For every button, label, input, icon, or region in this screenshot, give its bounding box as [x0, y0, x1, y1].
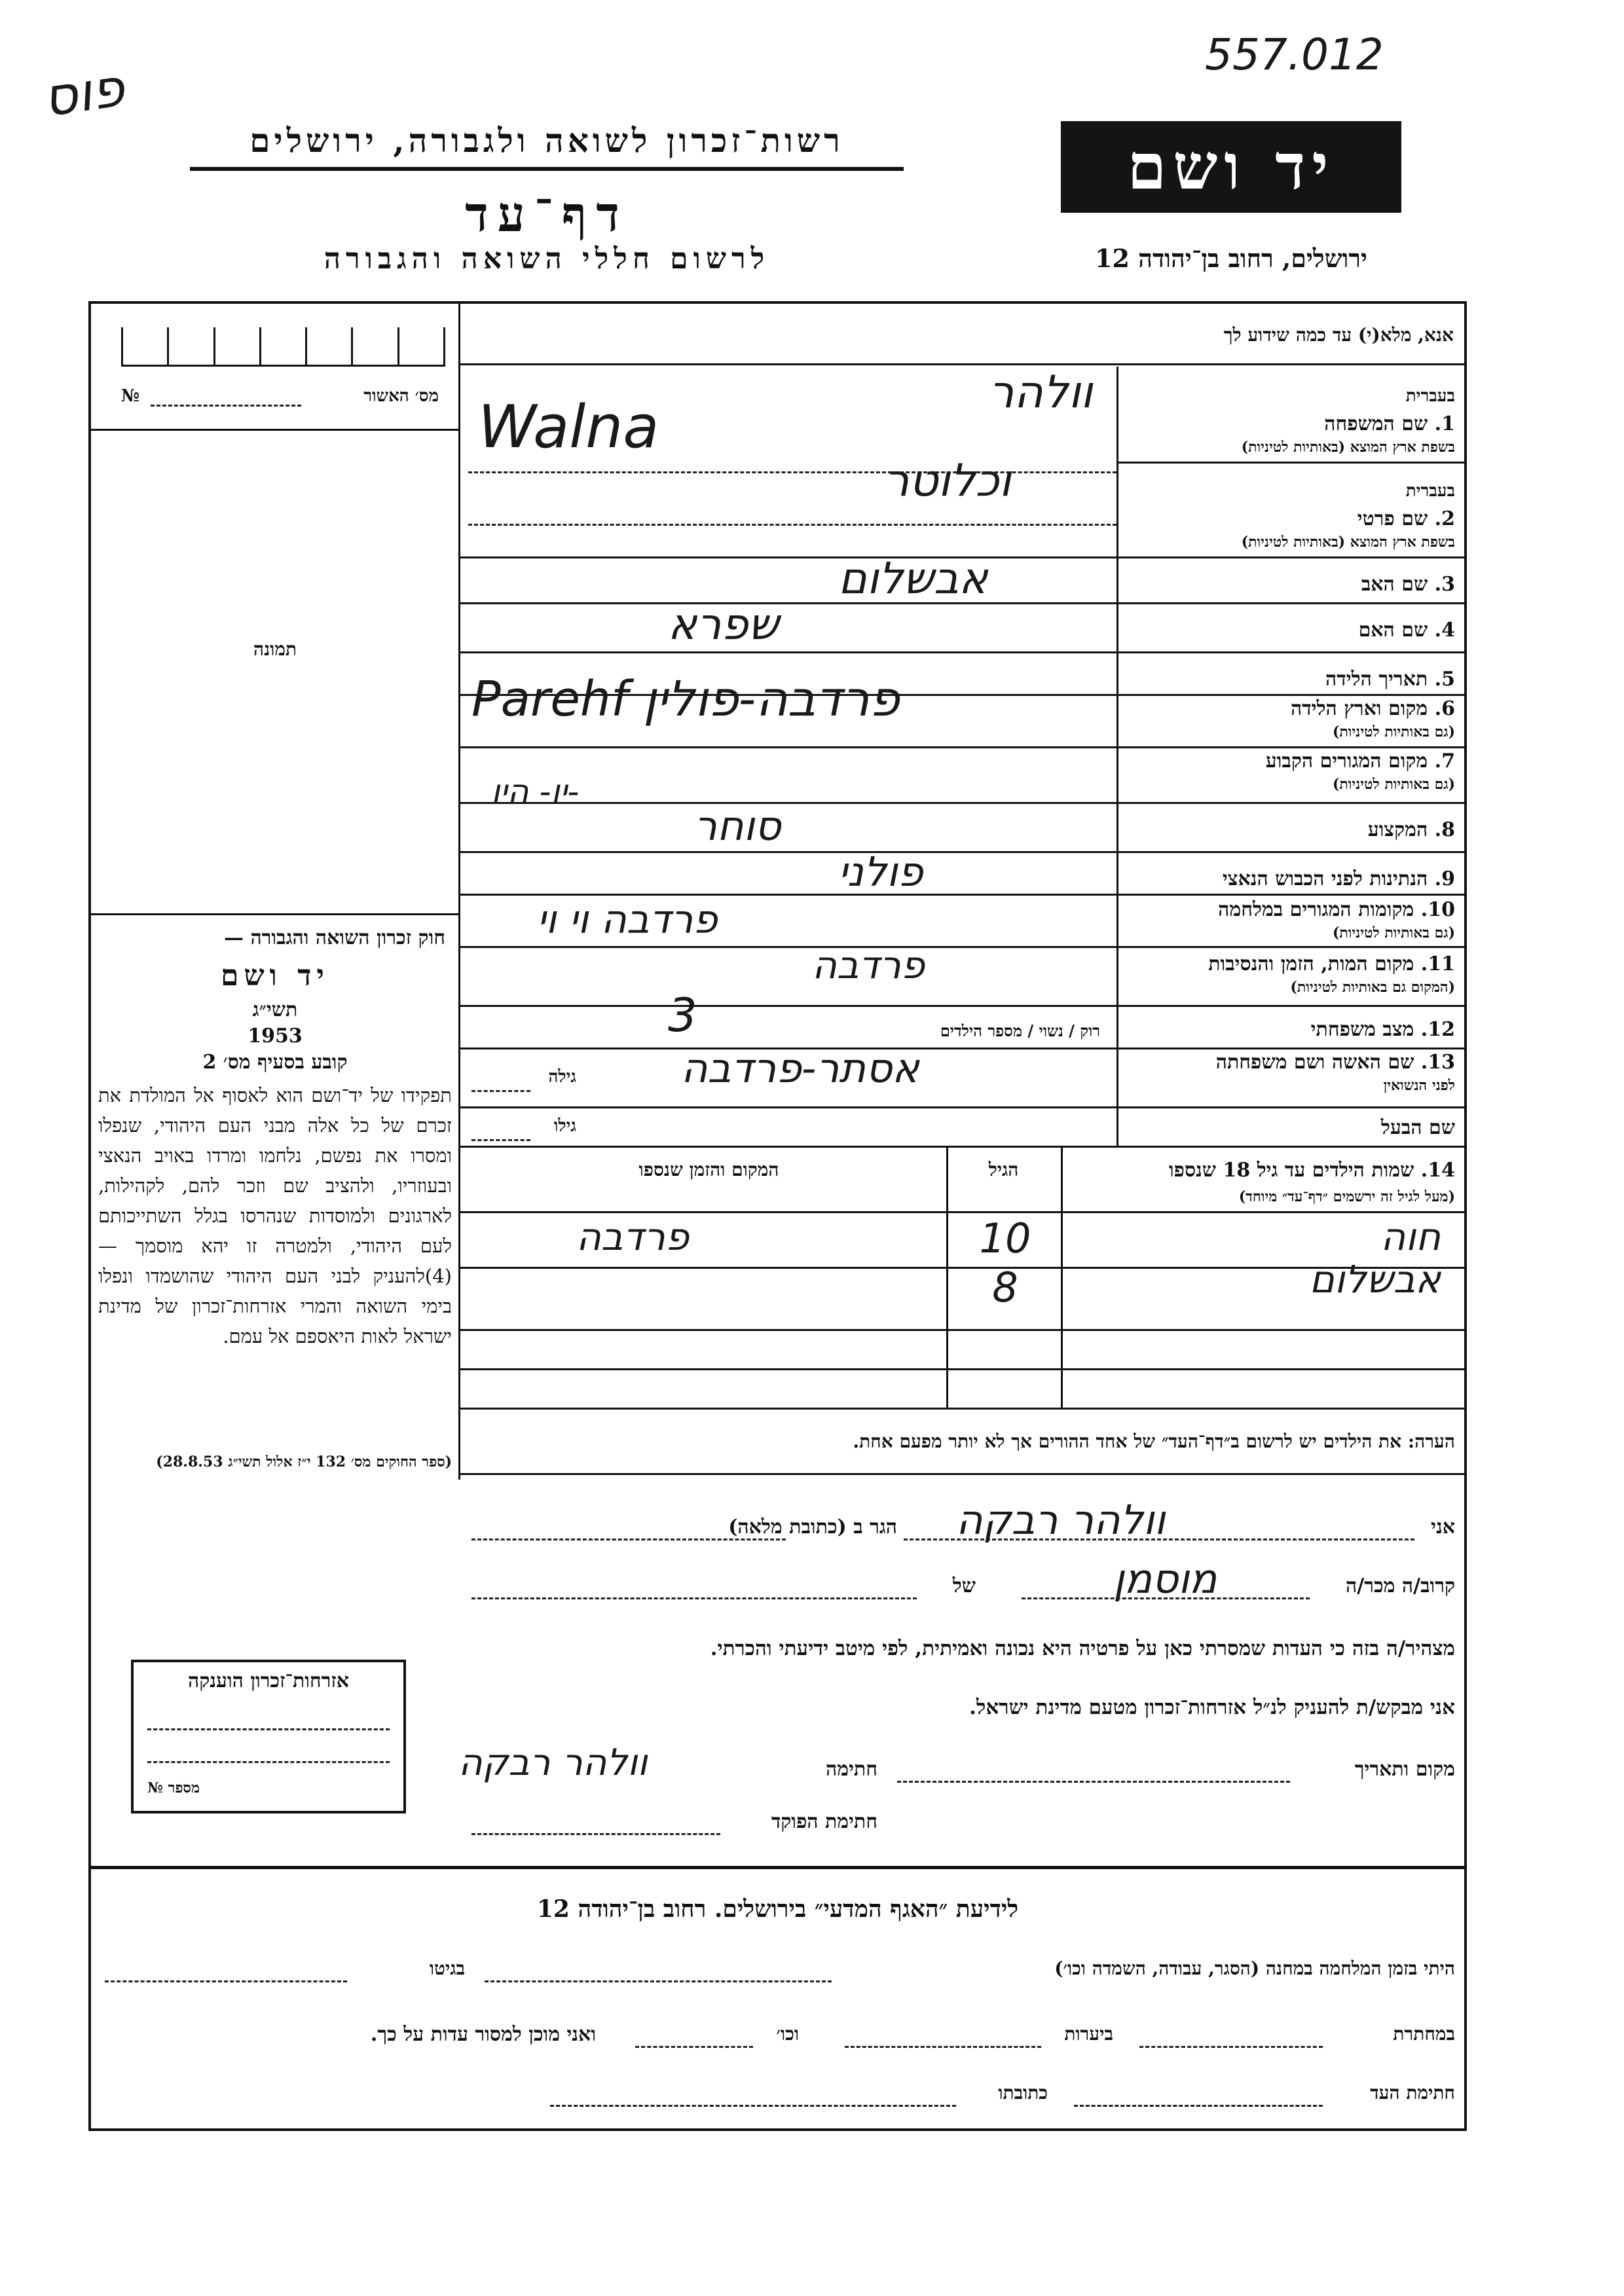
child-row-3-rule [458, 1368, 1467, 1370]
husband-label: שם הבעל [1380, 1116, 1455, 1139]
citizenship-line-2 [147, 1761, 390, 1763]
child-1-name[interactable]: חוה [1380, 1214, 1441, 1259]
field-9-rule [458, 894, 1467, 896]
child-row-2-rule [458, 1329, 1467, 1331]
approval-number-field[interactable] [151, 405, 301, 407]
bottom-forests-line[interactable] [845, 2046, 1041, 2048]
bottom-address-line[interactable] [550, 2105, 956, 2107]
field-1-value-hebrew[interactable]: וולהר [989, 367, 1093, 418]
field-6-label: 6. מקום וארץ הלידה [1290, 697, 1455, 720]
place-date-label: מקום ותאריך [1354, 1758, 1455, 1781]
instruction-rule [458, 363, 1467, 365]
child-2-name[interactable]: אבשלום [1309, 1257, 1441, 1302]
signature-value[interactable]: וולהר רבקה [458, 1741, 648, 1784]
address: ירושלים, רחוב בן־יהודה 12 [1095, 244, 1367, 273]
bottom-title: לידיעת ״האגף המדעי״ בירושלים. רחוב בן־יהודה 12 [536, 1895, 1019, 1923]
declarant-relation[interactable]: מוסמן [1113, 1555, 1217, 1603]
field-8-rule [458, 851, 1467, 853]
authority-name: רשות־זכרון לשואה ולגבורה, ירושלים [249, 121, 844, 160]
field-7-value[interactable]: -יו- היו [491, 773, 580, 811]
field-13-age-label: גילה [548, 1067, 576, 1087]
declarant-name-line [904, 1539, 1414, 1540]
archive-number: 557.012 [1205, 29, 1384, 80]
bottom-section-rule [88, 1866, 1467, 1869]
field-6-value[interactable]: Parehf פרדבה-פולין [471, 671, 900, 727]
children-header-rule [458, 1211, 1467, 1213]
bottom-line2-d: ואני מוכן למסור עדות על כך. [370, 2023, 596, 2046]
field-7-sub: (גם באותיות לטיניות) [1332, 776, 1455, 793]
husband-age-line[interactable] [471, 1139, 530, 1141]
declarant-relation-line [1022, 1597, 1310, 1599]
field-10-rule [458, 946, 1467, 948]
approval-no-sign: № [121, 386, 140, 406]
citizenship-title: אזרחות־זכרון הוענקה [187, 1669, 350, 1692]
law-text: תפקידו של יד־ושם הוא לאסוף אל המולדת את זכרם של כל אלה מבני העם היהודי, שנפלו ומסרו את נפשם, נלחמו ומרדו באויב הנאצי ובעוזריו, ולהציב שם וזכר להם, לקהילות, לארגונים ולמוסדות שנהרסו בגלל השתייכותם לעם היהודי, ולמטרה זו יהא מוסמך — (4)להעניק לבני העם היהודי שהושמדו ונפלו בימי השואה והמרי אזרחות־זכרון של מדינת ישראל לאות היאספם אל עמם. [98, 1084, 452, 1347]
bottom-line3-a: חתימת העד [1370, 2082, 1455, 2104]
child-1-age[interactable]: 10 [979, 1214, 1031, 1262]
officer-signature-line[interactable] [471, 1833, 720, 1835]
field-3-value[interactable]: אבשלום [838, 553, 988, 604]
remark: הערה: את הילדים יש לרשום ב״דף־העד״ של אחד ההורים אך לא יותר מפעם אחת. [853, 1430, 1455, 1452]
photo-bottom-rule [88, 913, 458, 915]
field-7-label: 7. מקום המגורים הקבוע [1265, 750, 1455, 773]
form-subtitle: לרשום חללי השואה והגבורה [323, 242, 770, 276]
field-11-rule [458, 1005, 1467, 1007]
bottom-line1-a: היתי בזמן המלחמה במחנה (הסגר, עבודה, השמדה וכו׳) [1054, 1958, 1455, 1979]
field-10-label: 10. מקומות המגורים במלחמה [1218, 898, 1455, 921]
declaration-1: מצהיר/ה בזה כי העדות שמסרתי כאן על פרטיה היא נכונה ואמיתית, לפי מיטב ידיעתי והכרתי. [710, 1637, 1455, 1660]
declarant-of-line[interactable] [471, 1597, 917, 1599]
bottom-witness-sign-line[interactable] [1074, 2105, 1323, 2107]
field-4-rule [458, 651, 1467, 653]
officer-signature-label: חתימת הפוקד [771, 1810, 877, 1833]
child-2-age[interactable]: 8 [992, 1264, 1018, 1311]
citizenship-line-1 [147, 1728, 390, 1730]
bottom-etc-line[interactable] [635, 2046, 753, 2048]
field-4-value[interactable]: שפרא [668, 599, 779, 649]
field-13-age-line[interactable] [471, 1090, 530, 1092]
husband-rule [458, 1146, 1467, 1148]
field-9-label: 9. הנתינות לפני הכבוש הנאצי [1222, 867, 1455, 890]
bottom-line2-b: ביערות [1064, 2023, 1113, 2045]
field-12-value[interactable]: 3 [668, 989, 697, 1042]
citizenship-number-label: מספר [168, 1779, 200, 1796]
law-clause: קובע בסעיף מס׳ 2 [202, 1051, 348, 1074]
field-10-value[interactable]: פרדבה וי וי [537, 897, 718, 943]
law-title: חוק זכרון השואה והגבורה — [224, 926, 445, 949]
field-12-rule [458, 1048, 1467, 1049]
approval-digit-boxes [121, 327, 445, 367]
signature-label: חתימה [826, 1758, 877, 1781]
law-year: 1953 [248, 1025, 303, 1048]
field-1-line [468, 471, 1116, 473]
photo-label: תמונה [253, 638, 297, 660]
field-3-label: 3. שם האב [1361, 573, 1455, 596]
field-12-label: 12. מצב משפחתי [1310, 1018, 1455, 1041]
left-column-divider [458, 301, 460, 1480]
field-6-sub: (גם באותיות לטיניות) [1332, 723, 1455, 740]
photo-top-rule [88, 429, 458, 431]
field-13-label: 13. שם האשה ושם משפחתה [1215, 1051, 1455, 1074]
declarant-ani-label: אני [1431, 1516, 1455, 1539]
declarant-resident-label: הגר ב (כתובת מלאה) [728, 1516, 897, 1539]
child-1-place[interactable]: פרדבה [576, 1214, 690, 1259]
field-11-value[interactable]: פרדבה [812, 943, 925, 987]
field-9-value[interactable]: פולני [838, 848, 923, 896]
citizenship-no-sign: № [147, 1779, 163, 1796]
field-6-rule [458, 746, 1467, 748]
field-1-sub: בשפת ארץ המוצא (באותיות לטיניות) [1241, 439, 1455, 456]
field-13-sub: לפני הנשואין [1383, 1077, 1455, 1094]
bottom-ghetto-line[interactable] [105, 1980, 347, 1982]
declaration-2: אני מבקש/ת להעניק לנ״ל אזרחות־זכרון מטעם מדינת ישראל. [969, 1696, 1455, 1719]
corner-handwritten-mark: פוס [39, 56, 128, 129]
field-2-line [468, 524, 1116, 526]
husband-age-label: גילו [553, 1116, 576, 1136]
field-11-label: 11. מקום המות, הזמן והנסיבות [1208, 953, 1455, 975]
field-2-lang: בעברית [1405, 481, 1455, 501]
field-1-lang: בעברית [1405, 386, 1455, 406]
law-source: (ספר החוקים מס׳ 132 י״ז אלול תשי״ג 28.8.53) [156, 1453, 452, 1470]
place-date-line[interactable] [897, 1781, 1290, 1783]
labels-column-divider [1116, 367, 1118, 1146]
field-4-label: 4. שם האם [1358, 619, 1455, 642]
field-11-sub: (המקום גם באותיות לטיניות) [1290, 979, 1455, 996]
field-2-sub: בשפת ארץ המוצא (באותיות לטיניות) [1241, 534, 1455, 551]
bottom-camp-line[interactable] [485, 1980, 832, 1982]
field-1-rule [1116, 462, 1467, 464]
declarant-relation-label: קרוב/ה מכר/ה [1346, 1575, 1455, 1597]
field-7-rule [458, 802, 1467, 804]
declarant-address-line[interactable] [471, 1539, 786, 1540]
children-sub: (מעל לגיל זה ירשמים ״דף־עד״ מיוחד) [1238, 1188, 1455, 1205]
children-col-age: הגיל [988, 1159, 1019, 1180]
field-2-label: 2. שם פרטי [1357, 507, 1455, 530]
header-rule [190, 167, 904, 171]
yad-vashem-logo: יד ושם [1061, 121, 1401, 213]
field-13-value[interactable]: אסתר-פרדבה [681, 1044, 919, 1092]
law-name: יד ושם [221, 959, 329, 993]
approval-label: מס׳ האשור [363, 386, 439, 406]
child-row-4-rule [458, 1408, 1467, 1410]
field-2-value[interactable]: וכלוטר [884, 455, 1012, 507]
instruction: אנא, מלא(י) עד כמה שידוע לך [1223, 324, 1454, 346]
bottom-line2-a: במחתרת [1393, 2023, 1455, 2045]
bottom-underground-line[interactable] [1139, 2046, 1323, 2048]
bottom-line3-b: כתובתו [998, 2082, 1048, 2104]
children-col-place: המקום והזמן שנספו [638, 1159, 779, 1180]
form-title: דף־עד [465, 187, 629, 243]
declarant-of-label: של [952, 1575, 976, 1597]
field-8-label: 8. המקצוע [1367, 818, 1455, 841]
bottom-line2-c: וכו׳ [776, 2023, 799, 2045]
field-10-sub: (גם באותיות לטיניות) [1332, 924, 1455, 941]
law-year-heb: תשי״ג [252, 998, 298, 1021]
field-1-value-latin[interactable]: Walna [478, 393, 659, 462]
children-label: 14. שמות הילדים עד גיל 18 שנספו [1168, 1159, 1455, 1182]
field-8-value[interactable]: סוחר [694, 802, 781, 850]
field-1-label: 1. שם המשפחה [1324, 412, 1455, 435]
field-3-rule [458, 602, 1467, 604]
field-13-rule [458, 1106, 1467, 1108]
declarant-name[interactable]: וולהר רבקה [956, 1496, 1166, 1544]
remark-rule [458, 1473, 1467, 1475]
field-5-label: 5. תאריך הלידה [1325, 668, 1455, 691]
field-12-options: רוק / נשוי / מספר הילדים [940, 1021, 1100, 1040]
bottom-line1-b: בגיטו [429, 1958, 465, 1979]
